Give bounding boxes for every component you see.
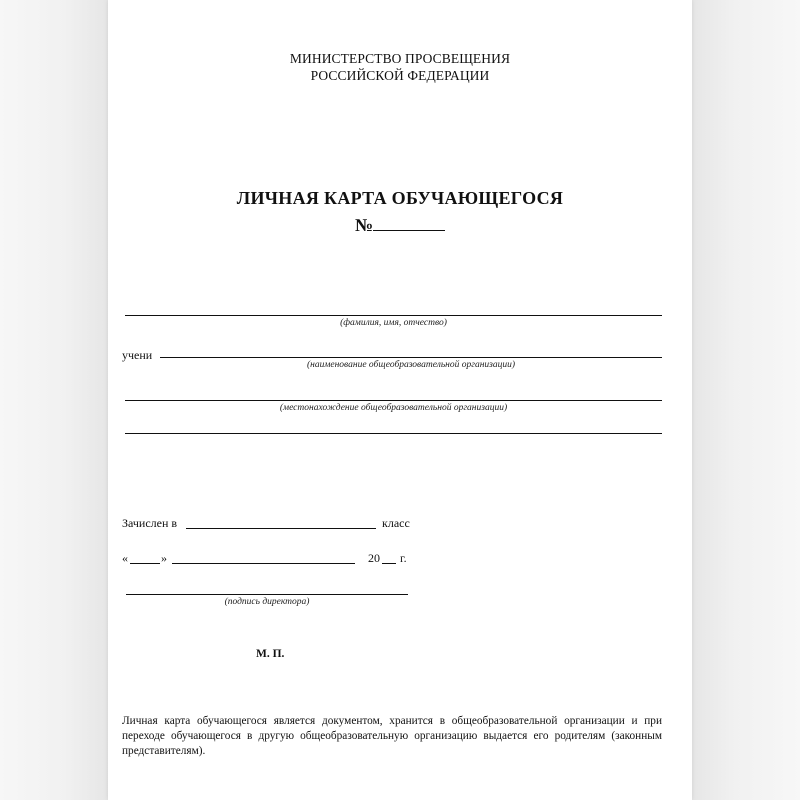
number-sign: № (354, 215, 374, 235)
document-page (108, 0, 692, 800)
ministry-header (108, 50, 692, 84)
year-suffix: г. (400, 551, 407, 565)
org-location-line[interactable] (125, 400, 662, 401)
date-month-line[interactable] (172, 563, 355, 564)
stamp-label: М. П. (256, 648, 285, 660)
enrolled-label: Зачислен в (122, 516, 178, 530)
class-label: класс (382, 516, 410, 530)
fio-line[interactable] (125, 315, 662, 316)
ministry-line-2: РОССИЙСКОЙ ФЕДЕРАЦИИ (310, 68, 490, 83)
document-title: ЛИЧНАЯ КАРТА ОБУЧАЮЩЕГОСЯ (236, 188, 564, 208)
date-day-line[interactable] (130, 563, 160, 564)
footer-note: Личная карта обучающегося является документом, хранится в общеобразовательной организации и при переходе обучающегося в другую общеобразовательную организацию выдается его родителям (законным представителям). (122, 715, 662, 757)
org-name-caption: (наименование общеобразовательной организации) (306, 360, 516, 370)
director-signature-caption: (подпись директора) (224, 597, 310, 607)
fio-caption: (фамилия, имя, отчество) (340, 318, 447, 328)
director-signature-line[interactable] (126, 594, 408, 595)
year-line[interactable] (382, 563, 396, 564)
org-location-caption: (местонахождение общеобразовательной организации) (279, 403, 508, 413)
background-left (0, 0, 108, 800)
ministry-line-1: МИНИСТЕРСТВО ПРОСВЕЩЕНИЯ (289, 51, 511, 66)
number-blank[interactable] (373, 214, 445, 231)
extra-line[interactable] (125, 433, 662, 434)
enrolled-class-line[interactable] (186, 528, 376, 529)
year-prefix: 20 (368, 551, 380, 565)
student-label: учени (122, 348, 153, 362)
org-name-line[interactable] (160, 357, 662, 358)
background-right (692, 0, 800, 800)
document-number (108, 214, 692, 236)
date-close-quote: » (161, 551, 167, 565)
date-open-quote: « (122, 551, 128, 565)
